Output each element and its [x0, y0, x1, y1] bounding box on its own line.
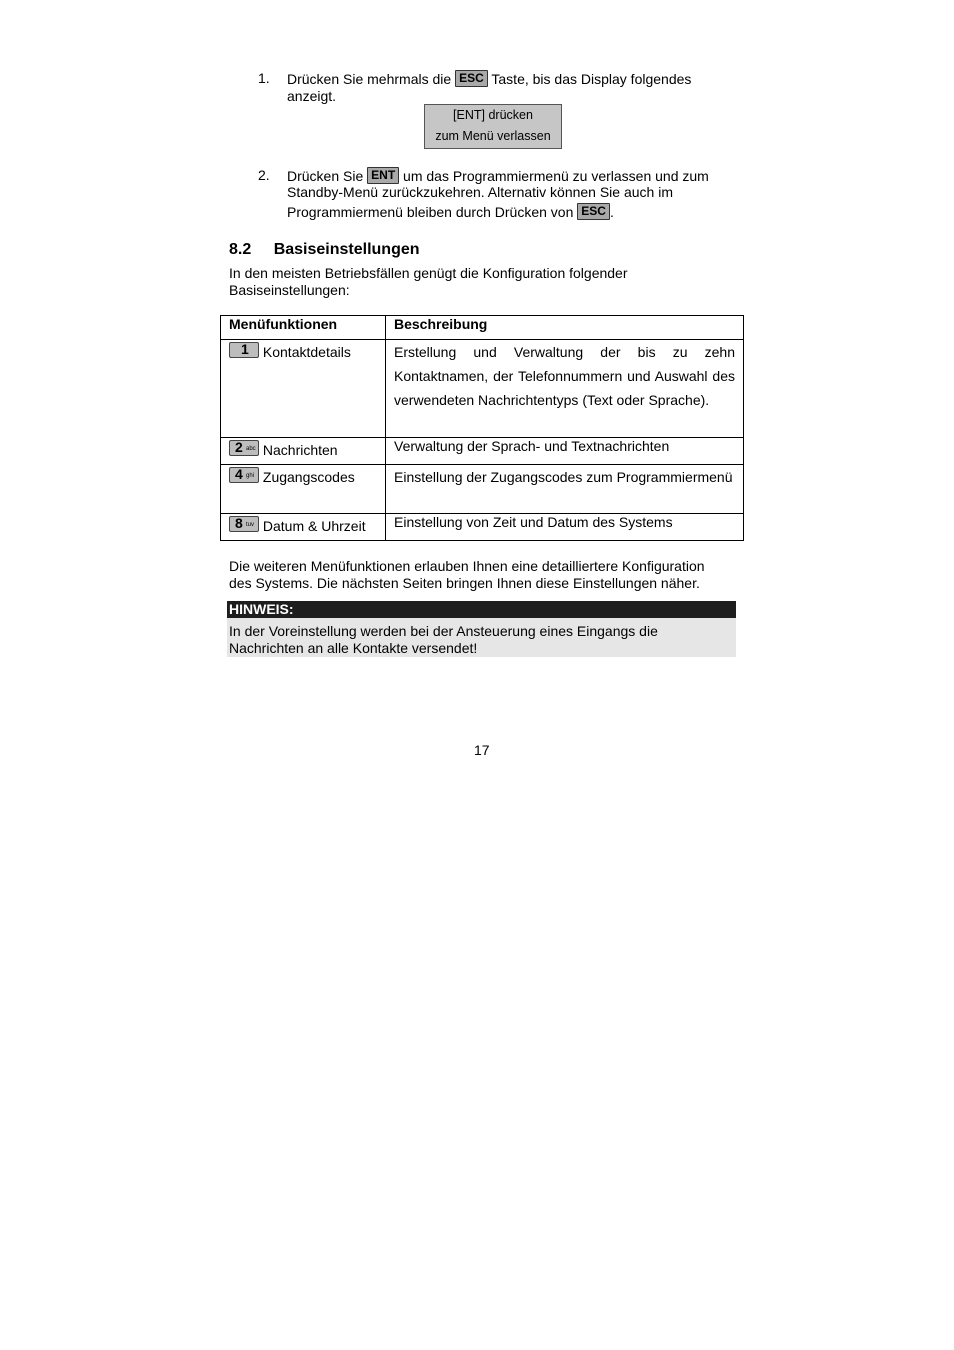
- section-heading: [229, 241, 420, 259]
- esc-key-icon: ESC: [577, 203, 610, 220]
- menu-function-description: Verwaltung der Sprach- und Textnachrichten: [386, 438, 744, 465]
- table-row: [221, 514, 744, 541]
- table-row: [221, 340, 744, 438]
- table-header-row: [221, 316, 744, 340]
- menu-function-description: Einstellung von Zeit und Datum des Systems: [386, 514, 744, 541]
- section-title: Basiseinstellungen: [273, 241, 420, 258]
- step-text: um das Programmiermenü zu verlassen und zum: [403, 168, 709, 184]
- outro-line: des Systems. Die nächsten Seiten bringen Ihnen diese Einstellungen näher.: [229, 575, 700, 591]
- section-intro: [229, 265, 628, 299]
- keypad-2-icon: 2 abc: [229, 440, 259, 456]
- step-number: 1.: [258, 70, 270, 86]
- intro-line: Basiseinstellungen:: [229, 282, 350, 298]
- note-body: [227, 618, 736, 657]
- outro-line: Die weiteren Menüfunktionen erlauben Ihnen eine detailliertere Konfiguration: [229, 558, 705, 574]
- keypad-8-icon: 8 tuv: [229, 516, 259, 532]
- menu-function-name: Datum & Uhrzeit: [262, 518, 366, 534]
- table-row: [221, 438, 744, 465]
- ent-key-icon: ENT: [367, 167, 399, 184]
- step-text: Drücken Sie mehrmals die: [287, 71, 452, 87]
- note-label: HINWEIS:: [227, 601, 736, 618]
- page-number: 17: [474, 742, 490, 758]
- menu-function-name: Zugangscodes: [262, 469, 355, 485]
- menu-function-description: Einstellung der Zugangscodes zum Programmiermenü: [386, 465, 744, 514]
- step-text: Drücken Sie: [287, 168, 364, 184]
- menu-functions-table: [220, 315, 744, 541]
- step-text: .: [609, 204, 614, 220]
- note-line: Nachrichten an alle Kontakte versendet!: [229, 640, 478, 656]
- display-line-1: [ENT] drücken: [453, 108, 533, 122]
- column-header: Beschreibung: [386, 316, 744, 340]
- keypad-4-icon: 4 ghi: [229, 467, 259, 483]
- step-number: 2.: [258, 167, 270, 183]
- intro-line: In den meisten Betriebsfällen genügt die Konfiguration folgender: [229, 265, 628, 281]
- menu-function-name: Kontaktdetails: [262, 344, 351, 360]
- outro-paragraph: [229, 558, 705, 592]
- step-text: Taste, bis das Display folgendes: [491, 71, 692, 87]
- step-text: Programmiermenü bleiben durch Drücken von: [287, 204, 574, 220]
- section-number: 8.2: [229, 241, 252, 258]
- lcd-display: [424, 104, 562, 149]
- step-2: [258, 167, 738, 220]
- esc-key-icon: ESC: [455, 70, 488, 87]
- keypad-1-icon: 1: [229, 342, 259, 358]
- column-header: Menüfunktionen: [221, 316, 386, 340]
- table-row: [221, 465, 744, 514]
- menu-function-description: Erstellung und Verwaltung der bis zu zehn Kontaktnamen, der Telefonnummern und Auswahl des verwendeten Nachrichtentyps (Text oder Sprache).: [386, 340, 744, 438]
- step-text: Standby-Menü zurückzukehren. Alternativ können Sie auch im: [287, 184, 673, 200]
- note-line: In der Voreinstellung werden bei der Ansteuerung eines Eingangs die: [229, 623, 658, 639]
- menu-function-name: Nachrichten: [262, 442, 338, 458]
- display-line-2: zum Menü verlassen: [435, 129, 551, 143]
- step-text: anzeigt.: [287, 88, 337, 104]
- step-1: [258, 70, 738, 104]
